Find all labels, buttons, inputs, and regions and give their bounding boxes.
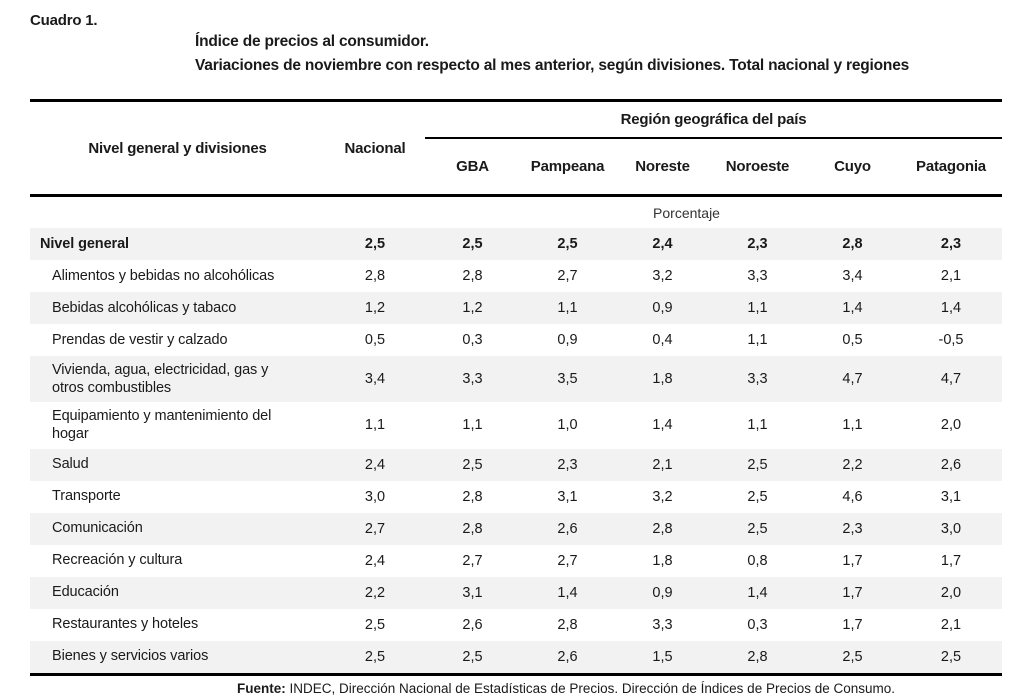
row-label: Bebidas alcohólicas y tabaco [52, 299, 237, 316]
table-row [30, 577, 1002, 609]
row-value: 1,2 [364, 300, 386, 316]
table-row [30, 228, 1002, 260]
row-value: 0,9 [652, 584, 673, 601]
row-value: 2,5 [462, 456, 483, 473]
table-header [30, 99, 1002, 197]
row-value: 2,5 [940, 648, 962, 665]
row-value: 1,1 [747, 300, 768, 316]
column-header-noreste: Noreste [635, 158, 690, 175]
row-value: 1,1 [462, 417, 483, 434]
unit-label: Porcentaje [653, 204, 720, 221]
row-value: 2,7 [364, 520, 386, 537]
table-title-line1: Índice de precios al consumidor. [195, 33, 429, 50]
table-body [30, 228, 1002, 676]
table-number-label: Cuadro 1. [30, 12, 98, 29]
row-value: 0,4 [652, 332, 673, 348]
source-text: INDEC, Dirección Nacional de Estadísticas de Precios. Dirección de Índices de Precios de Consumo. [285, 680, 896, 696]
row-value: 3,4 [842, 268, 863, 284]
row-value: 3,1 [940, 488, 962, 505]
row-value: 2,5 [462, 236, 483, 252]
row-value: 1,7 [842, 616, 863, 633]
row-label: Vivienda, agua, electricidad, gas y otros combustibles [52, 362, 269, 397]
column-group-region: Región geográfica del país [425, 102, 1002, 139]
column-header-divisions: Nivel general y divisiones [88, 139, 267, 157]
row-value: 2,1 [652, 456, 673, 473]
row-value: 1,1 [557, 300, 578, 316]
row-value: 2,8 [842, 236, 863, 252]
row-value: -0,5 [938, 332, 964, 348]
row-value: 1,0 [557, 417, 578, 434]
row-value: 1,8 [652, 371, 673, 388]
row-label: Recreación y cultura [52, 552, 183, 569]
row-value: 2,3 [747, 236, 768, 252]
table-row [30, 402, 1002, 448]
row-value: 2,5 [747, 456, 768, 473]
row-value: 1,1 [842, 417, 863, 434]
row-value: 3,3 [652, 616, 673, 633]
table-row [30, 292, 1002, 324]
row-label: Alimentos y bebidas no alcohólicas [52, 267, 275, 284]
table-row [30, 324, 1002, 356]
table-row [30, 356, 1002, 402]
row-label: Nivel general [40, 235, 129, 252]
row-value: 3,5 [557, 371, 578, 388]
row-label: Educación [52, 584, 119, 601]
row-value: 2,0 [940, 584, 962, 601]
row-value: 2,7 [557, 268, 578, 284]
row-label: Prendas de vestir y calzado [52, 331, 228, 348]
table-row [30, 449, 1002, 481]
row-value: 2,3 [940, 236, 962, 252]
row-value: 4,6 [842, 488, 863, 505]
row-value: 3,3 [747, 268, 768, 284]
column-header-pampeana: Pampeana [530, 158, 605, 175]
row-value: 3,1 [462, 584, 483, 601]
ipc-table [30, 99, 1002, 676]
table-titles [195, 30, 909, 78]
row-value: 2,7 [557, 552, 578, 569]
row-value: 2,4 [364, 552, 386, 569]
row-value: 2,5 [364, 236, 386, 252]
row-value: 2,8 [462, 520, 483, 537]
row-value: 0,3 [462, 332, 483, 348]
row-value: 1,1 [747, 332, 768, 348]
row-value: 1,8 [652, 552, 673, 569]
row-value: 2,7 [462, 552, 483, 569]
row-value: 3,3 [462, 371, 483, 388]
row-value: 3,1 [557, 488, 578, 505]
row-value: 3,2 [652, 268, 673, 284]
row-label: Salud [52, 456, 89, 473]
row-value: 2,1 [940, 616, 962, 633]
row-value: 4,7 [842, 371, 863, 388]
row-value: 3,0 [940, 520, 962, 537]
row-value: 1,7 [940, 552, 962, 569]
row-value: 2,6 [557, 648, 578, 665]
column-header-gba: GBA [456, 158, 489, 175]
row-value: 3,2 [652, 488, 673, 505]
row-label: Equipamiento y mantenimiento del hogar [52, 408, 272, 443]
row-value: 2,4 [364, 456, 386, 473]
column-header-noroeste: Noroeste [725, 158, 790, 175]
row-value: 2,5 [364, 616, 386, 633]
row-value: 2,4 [652, 236, 673, 252]
row-value: 0,8 [747, 552, 768, 569]
row-value: 2,8 [557, 616, 578, 633]
row-value: 1,4 [940, 300, 962, 316]
row-value: 1,4 [557, 584, 578, 601]
row-value: 1,2 [462, 300, 483, 316]
row-value: 2,5 [364, 648, 386, 665]
row-value: 2,5 [842, 648, 863, 665]
row-value: 2,6 [940, 456, 962, 473]
table-title-line2: Variaciones de noviembre con respecto al mes anterior, según divisiones. Total nacional y regiones [195, 57, 910, 74]
row-value: 1,7 [842, 552, 863, 569]
row-value: 2,5 [747, 520, 768, 537]
row-value: 1,1 [747, 417, 768, 434]
column-header-patagonia: Patagonia [916, 158, 986, 175]
row-value: 0,5 [842, 332, 863, 348]
source-note [30, 681, 1002, 696]
unit-row [30, 197, 1002, 228]
table-caption-block [0, 0, 1024, 99]
row-value: 2,5 [557, 236, 578, 252]
source-label: Fuente: [236, 680, 286, 696]
row-label: Comunicación [52, 520, 143, 537]
table-row [30, 545, 1002, 577]
row-value: 2,6 [557, 520, 578, 537]
row-value: 4,7 [940, 371, 962, 388]
row-label: Bienes y servicios varios [52, 648, 209, 665]
row-value: 1,5 [652, 648, 673, 665]
table-row [30, 513, 1002, 545]
row-label: Transporte [52, 488, 121, 505]
row-value: 3,3 [747, 371, 768, 388]
row-value: 0,9 [652, 300, 673, 316]
column-header-nacional: Nacional [344, 139, 406, 157]
row-value: 2,2 [364, 584, 386, 601]
row-label: Restaurantes y hoteles [52, 616, 199, 633]
table-row [30, 481, 1002, 513]
row-value: 3,4 [364, 371, 386, 388]
row-value: 0,5 [364, 332, 386, 348]
row-value: 1,1 [364, 417, 386, 434]
row-value: 2,5 [462, 648, 483, 665]
column-header-cuyo: Cuyo [834, 158, 871, 175]
row-value: 2,8 [747, 648, 768, 665]
row-value: 2,3 [557, 456, 578, 473]
table-row [30, 260, 1002, 292]
row-value: 3,0 [364, 488, 386, 505]
row-value: 0,3 [747, 616, 768, 633]
row-value: 0,9 [557, 332, 578, 348]
table-row [30, 609, 1002, 641]
row-value: 2,1 [940, 268, 962, 284]
row-value: 1,4 [842, 300, 863, 316]
row-value: 1,4 [652, 417, 673, 434]
row-value: 1,7 [842, 584, 863, 601]
table-row [30, 641, 1002, 673]
row-value: 2,3 [842, 520, 863, 537]
row-value: 2,5 [747, 488, 768, 505]
row-value: 2,8 [462, 488, 483, 505]
row-value: 2,6 [462, 616, 483, 633]
row-value: 2,8 [364, 268, 386, 284]
row-value: 2,8 [462, 268, 483, 284]
row-value: 2,8 [652, 520, 673, 537]
row-value: 1,4 [747, 584, 768, 601]
row-value: 2,2 [842, 456, 863, 473]
row-value: 2,0 [940, 417, 962, 434]
